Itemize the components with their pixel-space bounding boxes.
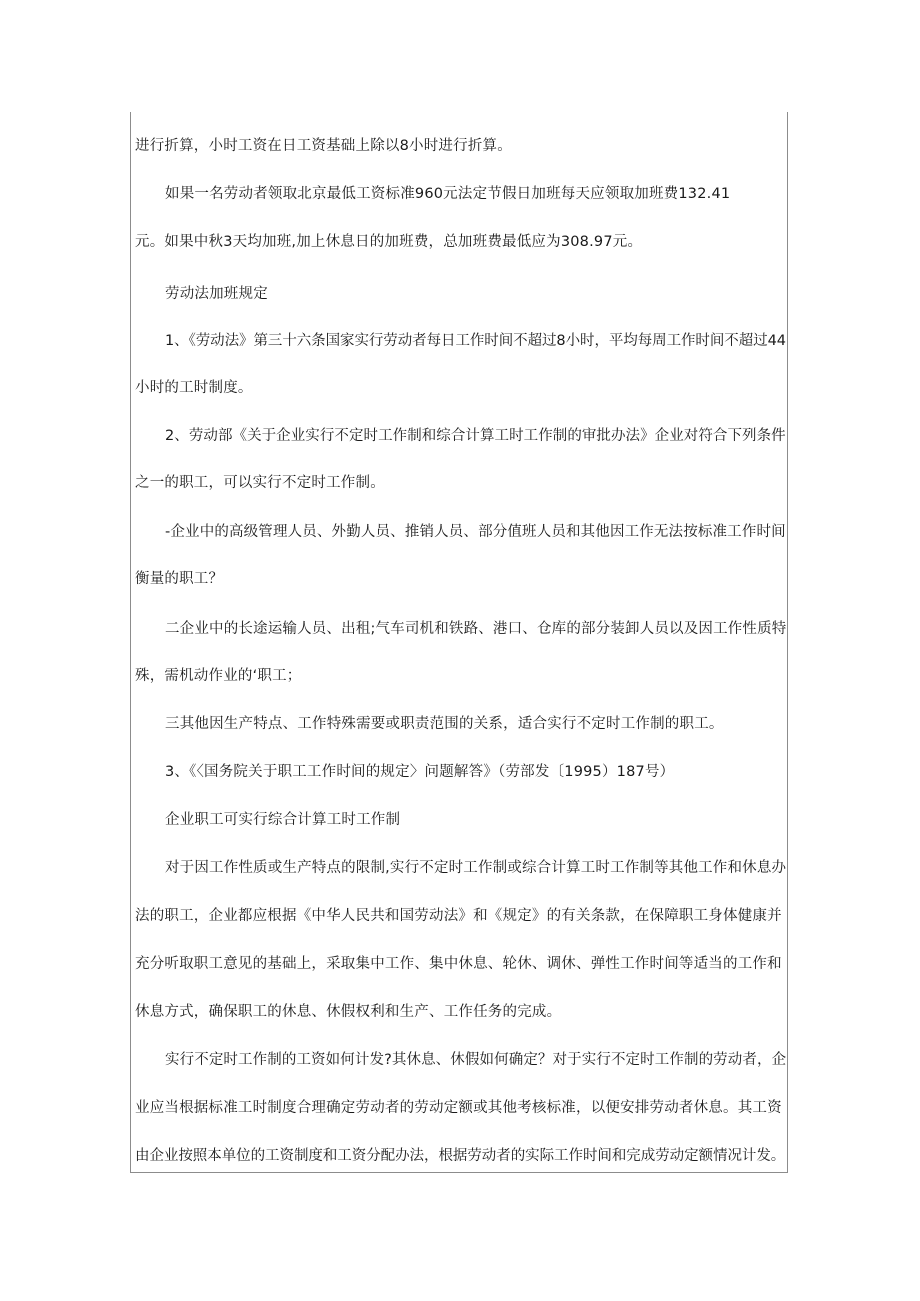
text-line: -企业中的高级管理人员、外勤人员、推销人员、部分值班人员和其他因工作无法按标准工作时间 (165, 524, 786, 540)
text-line: 小时的工时制度。 (135, 380, 253, 396)
text-line: 之一的职工，可以实行不定时工作制。 (135, 475, 385, 491)
text-line: 三其他因生产特点、工作特殊需要或职责范围的关系，适合实行不定时工作制的职工。 (165, 716, 724, 732)
text-line: 充分听取职工意见的基础上，采取集中工作、集中休息、轮休、调休、弹性工作时间等适当的工作和 (135, 956, 782, 972)
text-line: 2、劳动部《关于企业实行不定时工作制和综合计算工时工作制的审批办法》企业对符合下列条件 (165, 428, 786, 444)
text-line: 如果一名劳动者领取北京最低工资标准960元法定节假日加班每天应领取加班费132.41 (165, 186, 731, 202)
text-line: 二企业中的长途运输人员、出租;气车司机和铁路、港口、仓库的部分装卸人员以及因工作性质特 (165, 621, 787, 637)
text-line: 进行折算，小时工资在日工资基础上除以8小时进行折算。 (135, 138, 512, 154)
text-line: 实行不定时工作制的工资如何计发?其休息、休假如何确定？对于实行不定时工作制的劳动者，企 (165, 1052, 787, 1068)
text-line: 由企业按照本单位的工资制度和工资分配办法，根据劳动者的实际工作时间和完成劳动定额情况计发。 (135, 1148, 786, 1164)
text-line: 元。如果中秋3天均加班,加上休息日的加班费，总加班费最低应为308.97元。 (135, 234, 643, 250)
text-line: 衡量的职工？ (135, 571, 224, 587)
text-line: 休息方式，确保职工的休息、休假权利和生产、工作任务的完成。 (135, 1004, 562, 1020)
section-heading: 企业职工可实行综合计算工时工作制 (165, 812, 401, 828)
text-line: 殊，需机动作业的‘职工； (135, 668, 302, 684)
text-line: 对于因工作性质或生产特点的限制,实行不定时工作制或综合计算工时工作制等其他工作和休息办 (165, 860, 787, 876)
text-line: 业应当根据标准工时制度合理确定劳动者的劳动定额或其他考核标准，以便安排劳动者休息。其工资 (135, 1100, 782, 1116)
text-line: 1、《劳动法》第三十六条国家实行劳动者每日工作时间不超过8小时，平均每周工作时间不超过44 (165, 333, 786, 349)
text-line: 法的职工，企业都应根据《中华人民共和国劳动法》和《规定》的有关条款，在保障职工身体健康并 (135, 908, 782, 924)
section-heading: 劳动法加班规定 (165, 286, 268, 302)
text-line: 3、《〈国务院关于职工工作时间的规定〉问题解答》（劳部发〔1995）187号） (165, 764, 675, 780)
